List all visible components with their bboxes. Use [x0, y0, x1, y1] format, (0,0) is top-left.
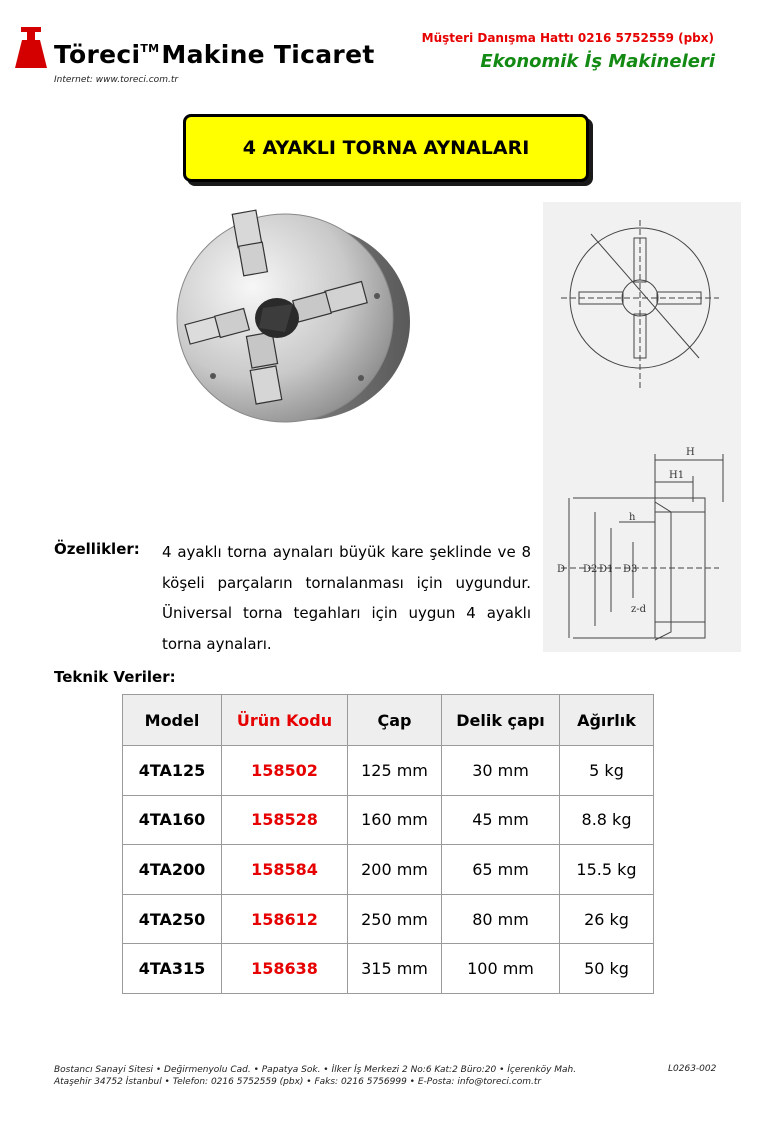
model-cell: 4TA250: [123, 894, 222, 944]
footer-line-2: Ataşehir 34752 İstanbul • Telefon: 0216 5752559 (pbx) • Faks: 0216 5756999 • E-Posta: info@toreci.com.tr: [54, 1077, 542, 1087]
table-row: [123, 944, 654, 994]
dim-label-d1: D1: [599, 564, 614, 575]
features-text: 4 ayaklı torna aynaları büyük kare şeklinde ve 8 köşeli parçaların tornalanması için uygundur. Üniversal torna tegahları için uygun 4 ayaklı torna aynaları.: [162, 543, 531, 653]
bore-cell: 30 mm: [442, 746, 560, 796]
weight-cell: 8.8 kg: [560, 795, 654, 845]
customer-hotline: Müşteri Danışma Hattı 0216 5752559 (pbx): [421, 31, 714, 45]
model-cell: 4TA160: [123, 795, 222, 845]
diameter-cell: 250 mm: [348, 894, 442, 944]
diameter-cell: 160 mm: [348, 795, 442, 845]
header-weight: Ağırlık: [560, 695, 654, 746]
spec-table: [122, 694, 654, 994]
brand-name: Töreci: [54, 40, 141, 69]
lathe-chuck-photo: [165, 200, 415, 440]
table-row: [123, 746, 654, 796]
table-row: [123, 894, 654, 944]
product-code-cell: 158528: [222, 795, 348, 845]
diameter-cell: 125 mm: [348, 746, 442, 796]
bore-cell: 100 mm: [442, 944, 560, 994]
technical-data-label: Teknik Veriler:: [54, 668, 176, 686]
bore-cell: 80 mm: [442, 894, 560, 944]
slogan: Ekonomik İş Makineleri: [480, 51, 715, 72]
diameter-cell: 315 mm: [348, 944, 442, 994]
product-code-cell: 158584: [222, 845, 348, 895]
footer-line-1: Bostancı Sanayi Sitesi • Değirmenyolu Cad. • Papatya Sok. • İlker İş Merkezi 2 No:6 Kat:2 Büro:20 • İçerenköy Mah.: [54, 1065, 577, 1075]
dim-label-d3: D3: [623, 564, 638, 575]
product-code-cell: 158612: [222, 894, 348, 944]
weight-cell: 5 kg: [560, 746, 654, 796]
diameter-cell: 200 mm: [348, 845, 442, 895]
table-row: [123, 795, 654, 845]
dim-label-h1: H1: [669, 470, 685, 481]
header-product-code: Ürün Kodu: [222, 695, 348, 746]
header-bore-diameter: Delik çapı: [442, 695, 560, 746]
dim-label-d: D: [557, 564, 566, 575]
bore-cell: 65 mm: [442, 845, 560, 895]
table-row: [123, 845, 654, 895]
dim-label-h-total: H: [686, 447, 695, 458]
brand-suffix: Makine Ticaret: [161, 40, 375, 69]
table-header-row: [123, 695, 654, 746]
technical-drawing: [543, 202, 741, 652]
page-title: 4 AYAKLI TORNA AYNALARI: [183, 114, 589, 182]
footer-address: [54, 1064, 576, 1088]
weight-cell: 26 kg: [560, 894, 654, 944]
product-code-cell: 158638: [222, 944, 348, 994]
website-address: Internet: www.toreci.com.tr: [54, 75, 179, 85]
weight-cell: 15.5 kg: [560, 845, 654, 895]
weight-cell: 50 kg: [560, 944, 654, 994]
dim-label-d2: D2: [583, 564, 598, 575]
document-code: L0263-002: [668, 1064, 717, 1074]
model-cell: 4TA200: [123, 845, 222, 895]
product-code-cell: 158502: [222, 746, 348, 796]
header-diameter: Çap: [348, 695, 442, 746]
brand-title: [54, 40, 375, 69]
features-label: Özellikler:: [54, 540, 140, 558]
dim-label-h: h: [629, 512, 636, 523]
model-cell: 4TA125: [123, 746, 222, 796]
bore-cell: 45 mm: [442, 795, 560, 845]
toreci-logo-icon: [14, 26, 48, 68]
model-cell: 4TA315: [123, 944, 222, 994]
trademark-mark: TM: [140, 42, 160, 55]
header-model: Model: [123, 695, 222, 746]
dim-label-zd: z-d: [631, 604, 647, 615]
